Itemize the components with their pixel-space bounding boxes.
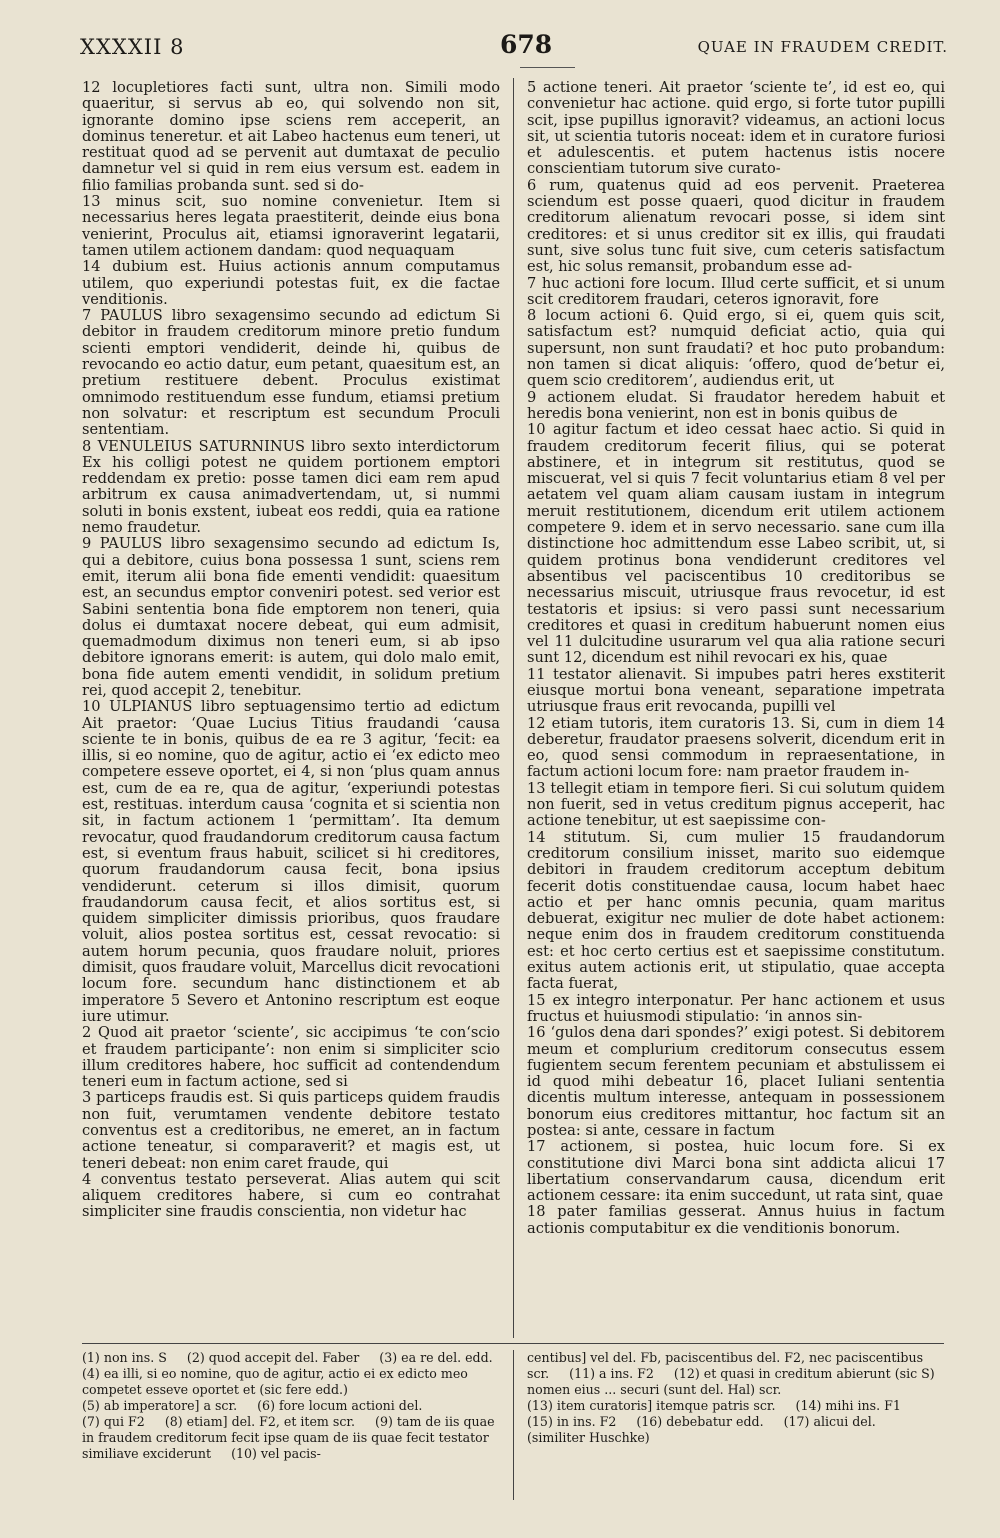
page-header xyxy=(0,0,1000,70)
footnote-divider xyxy=(513,1350,514,1500)
paragraph: 12 locupletiores facti sunt, ultra non. Simili modo quaeritur, si servus ab eo, qui solvendo non sit, ignorante domino ipse sciens rem acceperit, an dominus teneretur. et ait Labeo hactenus eum teneri, ut restituat quod ad se pervenit aut dumtaxat de peculio damnetur vel si quid in rem eius versum est. eadem in filio familias probanda sunt. sed si do- xyxy=(82,79,505,194)
paragraph: 6 rum, quatenus quid ad eos pervenit. Praeterea sciendum est posse quaeri, quod dicitur in fraudem creditorum alienatum revocari posse, si idem sint creditores: et si unus creditor sit ex illis, qui fraudati sunt, sive solus tunc fuit sive, cum ceteris satisfactum est, hic solus remansit, probandum esse ad- xyxy=(527,176,950,276)
column-divider xyxy=(513,78,514,1338)
footnote: (5) ab imperatore] a scr. (6) fore locum actioni del. xyxy=(82,1398,423,1413)
paragraph: 13 minus scit, suo nomine convenietur. Item si necessarius heres legata praestiterit, deinde eius bona venierint, Proculus ait, etiamsi ignoraverint legatarii, tamen utilem actionem dandam: quod nequaquam xyxy=(82,193,505,259)
paragraph: 15 ex integro interponatur. Per hanc actionem et usus fructus et huiusmodi stipulatio: ‘in annos sin- xyxy=(527,991,950,1025)
paragraph: 11 testator alienavit. Si impubes patri heres exstiterit eiusque mortui bona veneant, separatione impetrata utriusque fraus erit revocanda, pupilli vel xyxy=(527,665,950,716)
paragraph: 10 ULPIANUS libro septuagensimo tertio ad edictum Ait praetor: ‘Quae Lucius Titius fraudandi ‘causa sciente te in bonis, quibus de ea re 3 agitur, ‘fecit: ea illis, si eo nomine, quo de agitur, actio ei ‘ex edicto meo competere esseve oportet, ei 4, si non ‘plus quam annus est, cum de ea re, qua de agitur, ‘experiundi potestas est, restituas. interdum causa ‘cognita et si scientia non sit, in factum actionem 1 ‘permittam’. Ita demum revocatur, quod fraudandorum creditorum causa factum est, si eventum fraus habuit, scilicet si hi creditores, quorum fraudandorum causa fecit, bona ipsius vendiderunt. ceterum si illos dimisit, quorum fraudandorum causa fecit, et alios sortitus est, si quidem simpliciter dimissis prioribus, quos fraudare voluit, alios postea sortitus est, cessat revocatio: si autem horum pecunia, quos fraudare noluit, priores dimisit, quos fraudare voluit, Marcellus dicit revocationi locum fore. secundum hanc distinctionem et ab imperatore 5 Severo et Antonino rescriptum est eoque iure utimur. xyxy=(82,698,505,1025)
paragraph: 14 stitutum. Si, cum mulier 15 fraudandorum creditorum consilium inisset, marito suo eidemque debitori in fraudem creditorum acceptum debitum fecerit dotis constituendae causa, locum habet haec actio et per hanc omnis pecunia, quam maritus debuerat, exigitur nec mulier de dote habet actionem: neque enim dos in fraudem creditorum constituenda est: et hoc certo certius est et saepissime constitutum. exitus autem actionis erit, ut stipulatio, quae accepta facta fuerat, xyxy=(527,828,950,993)
footnote: (similiter Huschke) xyxy=(527,1430,650,1445)
paragraph: 3 particeps fraudis est. Si quis particeps quidem fraudis non fuit, verumtamen vendente debitore testato conventus est a creditoribus, ne emeret, an in factum actione teneatur, si comparaverit? et magis est, ut teneri debeat: non enim caret fraude, qui xyxy=(82,1089,505,1172)
text-column-right xyxy=(527,79,950,1335)
paragraph: 10 agitur factum et ideo cessat haec actio. Si quid in fraudem creditorum fecerit filius, qui se poterat abstinere, et in integrum sit restitutus, quod se miscuerat, vel si quis 7 fecit voluntarius etiam 8 vel per aetatem vel quam aliam causam iustam in integrum meruit restitutionem, dicendum erit utilem actionem competere 9. idem et in servo necessario. sane cum illa distinctione hoc admittendum esse Labeo scribit, ut, si quidem protinus bona vendiderunt creditores vel absentibus vel paciscentibus 10 creditoribus se necessarius miscuit, utriusque fraus revocetur, id est testatoris et ipsius: si vero passi sunt necessarium creditores et quasi in creditum habuerunt nomen eius vel 11 dulcitudine usurarum vel qua alia ratione securi sunt 12, dicendum est nihil revocari ex his, quae xyxy=(527,421,950,667)
footnote-rule xyxy=(82,1343,944,1344)
page-number: 678 xyxy=(500,30,553,59)
paragraph: 9 actionem eludat. Si fraudator heredem habuit et heredis bona venierint, non est in bonis quibus de xyxy=(527,388,950,422)
footnote: (1) non ins. S (2) quod accepit del. Faber (3) ea re del. edd. (4) ea illi, si eo nomine, quo de agitur, actio ei ex edicto meo competet esseve oportet et (sic fere edd.) xyxy=(82,1350,505,1397)
paragraph: 8 locum actioni 6. Quid ergo, si ei, quem quis scit, satisfactum est? numquid deficiat actio, quia qui supersunt, non sunt fraudati? et hoc puto probandum: non tamen si dicat aliquis: ‘offero, quod de‘betur ei, quem scio creditorem’, audiendus erit, ut xyxy=(527,307,950,390)
footnote: centibus] vel del. Fb, paciscentibus del. F2, nec paciscentibus scr. (11) a ins. F2 (12) et quasi in creditum abierunt (sic S) nomen eius ... securi (sunt del. Hal) scr. xyxy=(527,1350,939,1397)
paragraph: 14 dubium est. Huius actionis annum computamus utilem, quo experiundi potestas fuit, ex die factae venditionis. xyxy=(82,258,505,308)
footnotes-right xyxy=(527,1350,947,1520)
paragraph: 16 ‘gulos dena dari spondes?’ exigi potest. Si debitorem meum et complurium creditorum consecutus essem fugientem secum ferentem pecuniam et abstulissem ei id quod mihi debeatur 16, placet Iuliani sententia dicentis multum interesse, antequam in possessionem bonorum eius creditores mittantur, hoc factum sit an postea: si ante, cessare in factum xyxy=(527,1024,950,1139)
paragraph: 5 actione teneri. Ait praetor ‘sciente te’, id est eo, qui convenietur hac actione. quid ergo, si forte tutor pupilli scit, ipse pupillus ignoravit? videamus, an actioni locus sit, ut scientia tutoris noceat: idem et in curatore furiosi et adulescentis. et putem hactenus istis nocere conscientiam tutorum sive curato- xyxy=(527,79,950,178)
paragraph: 17 actionem, si postea, huic locum fore. Si ex constitutione divi Marci bona sint addicta alicui 17 libertatium conservandarum causa, dicendum erit actionem cessare: ita enim succedunt, ut rata sint, quae xyxy=(527,1138,950,1205)
paragraph: 13 tellegit etiam in tempore fieri. Si cui solutum quidem non fuerit, sed in vetus creditum pignus acceperit, hac actione tenebitur, ut est saepissime con- xyxy=(527,779,950,830)
footnotes-left xyxy=(82,1350,505,1520)
paragraph: 7 huc actioni fore locum. Illud certe sufficit, et si unum scit creditorem fraudari, ceteros ignoravit, fore xyxy=(527,274,950,308)
paragraph: 8 VENULEIUS SATURNINUS libro sexto interdictorum Ex his colligi potest ne quidem portionem emptori reddendam ex pretio: posse tamen dici eam rem apud arbitrum ex causa animadvertendam, ut, si nummi soluti in bonis exstent, iubeat eos reddi, quia ea ratione nemo fraudetur. xyxy=(82,437,505,537)
book-reference: XXXXII 8 xyxy=(80,35,185,59)
paragraph: 12 etiam tutoris, item curatoris 13. Si, cum in diem 14 deberetur, fraudator praesens solverit, dicendum erit in eo, quod sensi commodum in repraesentatione, in factum actioni locum fore: nam praetor fraudem in- xyxy=(527,714,950,781)
text-column-left xyxy=(82,79,505,1335)
footnote: (13) item curatoris] itemque patris scr. (14) mihi ins. F1 xyxy=(527,1398,901,1413)
header-rule xyxy=(520,67,575,68)
running-title: QUAE IN FRAUDEM CREDIT. xyxy=(697,38,948,56)
footnote: (7) qui F2 (8) etiam] del. F2, et item scr. (9) tam de iis quae in fraudem creditorum fecit ipse quam de iis quae fecit testator similiave exciderunt (10) vel pacis- xyxy=(82,1414,499,1461)
paragraph: 18 pater familias gesserat. Annus huius in factum actionis computabitur ex die venditionis bonorum. xyxy=(527,1203,950,1237)
footnote: (15) in ins. F2 (16) debebatur edd. (17) alicui del. xyxy=(527,1414,876,1429)
paragraph: 9 PAULUS libro sexagensimo secundo ad edictum Is, qui a debitore, cuius bona possessa 1 sunt, sciens rem emit, iterum alii bona fide ementi vendidit: quaesitum est, an secundus emptor conveniri potest. sed verior est Sabini sententia bona fide emptorem non teneri, quia dolus ei dumtaxat nocere debeat, qui eum admisit, quemadmodum diximus non teneri eum, si ab ipso debitore ignorans emerit: is autem, qui dolo malo emit, bona fide autem ementi vendidit, in solidum pretium rei, quod accepit 2, tenebitur. xyxy=(82,535,505,699)
paragraph: 7 PAULUS libro sexagensimo secundo ad edictum Si debitor in fraudem creditorum minore pretio fundum scienti emptori vendiderit, deinde hi, quibus de revocando eo actio datur, eum petant, quaesitum est, an pretium restituere debent. Proculus existimat omnimodo restituendum esse fundum, etiamsi pretium non solvatur: et rescriptum est secundum Proculi sententiam. xyxy=(82,307,505,439)
paragraph: 4 conventus testato perseverat. Alias autem qui scit aliquem creditores habere, si cum eo contrahat simpliciter sine fraudis conscientia, non videtur hac xyxy=(82,1170,505,1221)
paragraph: 2 Quod ait praetor ‘sciente’, sic accipimus ‘te con‘scio et fraudem participante’: non enim si simpliciter scio illum creditores habere, hoc sufficit ad contendendum teneri eum in factum actione, sed si xyxy=(82,1024,505,1091)
